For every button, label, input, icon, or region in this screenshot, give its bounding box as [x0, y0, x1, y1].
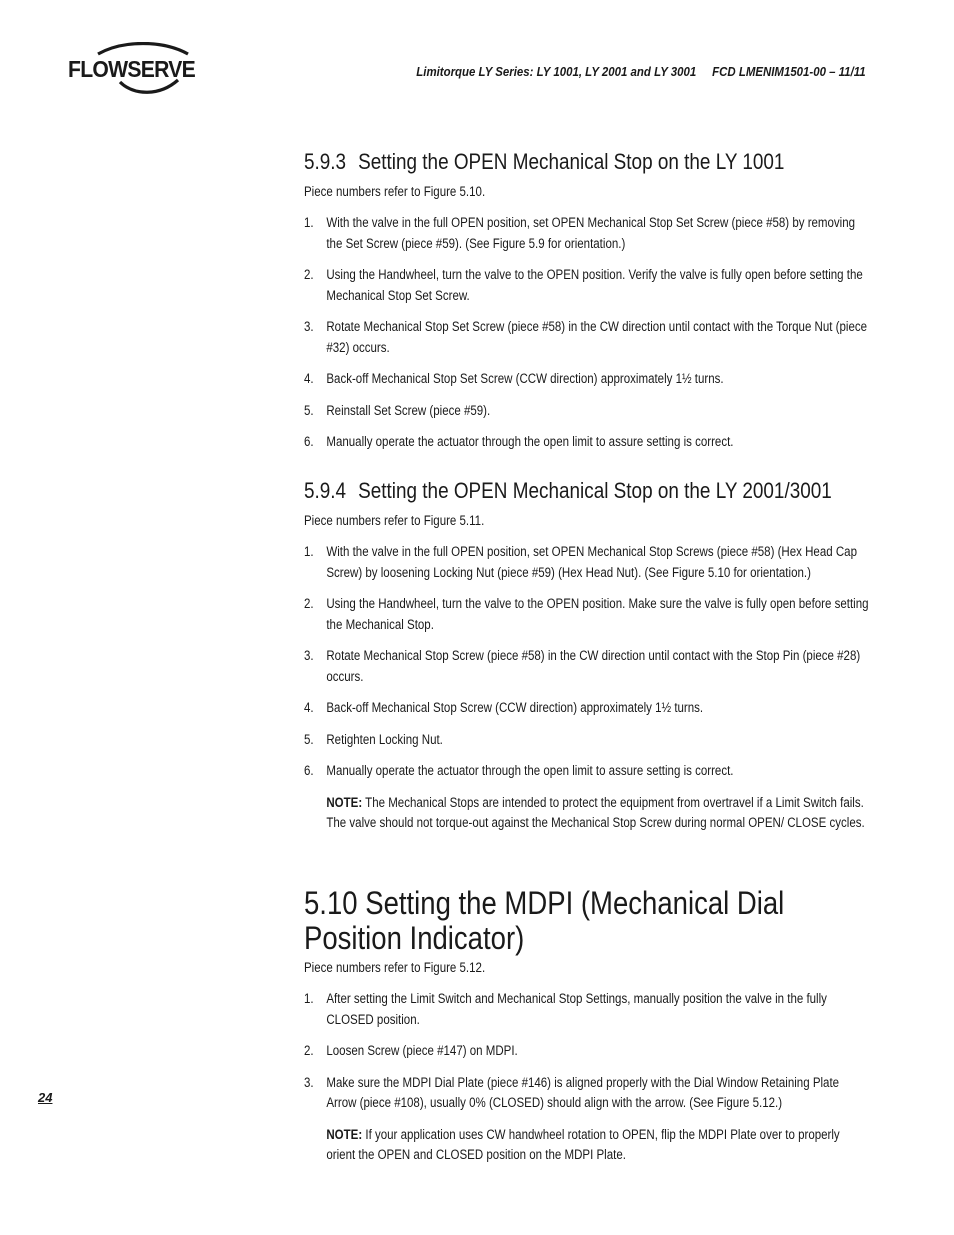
section-title: Setting the MDPI (Mechanical Dial Position Indicator) — [304, 885, 785, 956]
note-paragraph — [304, 1125, 870, 1166]
step-number: 4. — [304, 371, 314, 386]
list-item — [304, 1041, 870, 1062]
section-intro: Piece numbers refer to Figure 5.12. — [304, 960, 486, 975]
section-5-10 — [304, 886, 870, 1179]
document-header-title: Limitorque LY Series: LY 1001, LY 2001 and LY 3001 FCD LMENIM1501-00 – 11/11 — [416, 64, 866, 79]
step-text: Reinstall Set Screw (piece #59). — [326, 402, 491, 418]
list-item — [304, 730, 870, 751]
brand-name: FLOWSERVE — [68, 56, 196, 82]
step-number: 2. — [304, 1043, 314, 1058]
step-number: 3. — [304, 648, 314, 663]
section-intro: Piece numbers refer to Figure 5.11. — [304, 513, 485, 528]
section-5-9-4 — [304, 477, 870, 847]
section-heading — [304, 148, 870, 176]
list-item — [304, 369, 870, 390]
section-heading — [304, 886, 837, 956]
section-intro: Piece numbers refer to Figure 5.10. — [304, 184, 486, 199]
list-item — [304, 761, 870, 782]
section-heading — [304, 477, 870, 505]
list-item — [304, 542, 870, 583]
section-5-9-3 — [304, 148, 870, 453]
section-number: 5.10 — [304, 885, 358, 921]
step-number: 1. — [304, 215, 314, 230]
step-text: Manually operate the actuator through the open limit to assure setting is correct. — [326, 434, 734, 449]
list-item — [304, 594, 870, 635]
section-title: Setting the OPEN Mechanical Stop on the LY 2001/3001 — [358, 478, 832, 503]
note-paragraph — [304, 793, 870, 834]
step-number: 1. — [304, 991, 314, 1006]
note-text: The Mechanical Stops are intended to protect the equipment from overtravel if a Limit Switch fails. The valve should not torque-out against the Mechanical Stop Screw during normal OPEN/ CLOSE cycles. — [326, 794, 865, 830]
step-number: 5. — [304, 731, 314, 747]
step-number: 6. — [304, 434, 314, 449]
step-number: 1. — [304, 544, 314, 559]
step-text: Manually operate the actuator through the open limit to assure setting is correct. — [326, 763, 734, 778]
step-text: Rotate Mechanical Stop Set Screw (piece #58) in the CW direction until contact with the Torque Nut (piece #32) occurs. — [326, 319, 868, 355]
step-text: After setting the Limit Switch and Mechanical Stop Settings, manually position the valve in the fully CLOSED position. — [326, 991, 827, 1027]
step-number: 5. — [304, 402, 314, 418]
step-text: Loosen Screw (piece #147) on MDPI. — [326, 1043, 518, 1058]
list-item — [304, 698, 870, 719]
note-text: If your application uses CW handwheel rotation to OPEN, flip the MDPI Plate over to properly orient the OPEN and CLOSED position on the MDPI Plate. — [326, 1126, 840, 1162]
step-text: Using the Handwheel, turn the valve to the OPEN position. Make sure the valve is fully open before setting the Mechanical Stop. — [326, 596, 869, 632]
step-number: 6. — [304, 763, 314, 778]
step-list — [304, 989, 870, 1114]
section-number: 5.9.4 — [304, 478, 347, 503]
step-number: 2. — [304, 596, 314, 611]
note-label: NOTE: — [326, 1126, 363, 1142]
step-text: With the valve in the full OPEN position, set OPEN Mechanical Stop Screws (piece #58) (Hex Head Cap Screw) by loosening Locking Nut (piece #59) (Hex Head Nut). (See Figure 5.10 for orientation.) — [326, 544, 857, 580]
step-text: With the valve in the full OPEN position, set OPEN Mechanical Stop Set Screw (piece #58) by removing the Set Screw (piece #59). (See Figure 5.9 for orientation.) — [326, 215, 856, 251]
section-number: 5.9.3 — [304, 149, 347, 174]
step-number: 3. — [304, 319, 314, 334]
step-list — [304, 213, 870, 453]
step-text: Rotate Mechanical Stop Screw (piece #58) in the CW direction until contact with the Stop Pin (piece #28) occurs. — [326, 648, 861, 684]
list-item — [304, 646, 870, 687]
step-text: Retighten Locking Nut. — [326, 731, 443, 747]
list-item — [304, 265, 870, 306]
list-item — [304, 989, 870, 1030]
list-item — [304, 401, 870, 422]
page-number: 24 — [38, 1090, 53, 1105]
step-number: 4. — [304, 700, 314, 715]
step-text: Using the Handwheel, turn the valve to the OPEN position. Verify the valve is fully open before setting the Mechanical Stop Set Screw. — [326, 267, 863, 303]
step-number: 3. — [304, 1074, 314, 1090]
list-item — [304, 1073, 870, 1114]
note-label: NOTE: — [326, 794, 363, 810]
step-text: Make sure the MDPI Dial Plate (piece #146) is aligned properly with the Dial Window Retaining Plate Arrow (piece #108), usually 0% (CLOSED) should align with the arrow. (See Figure 5.12.) — [326, 1074, 840, 1110]
list-item — [304, 432, 870, 453]
flowserve-logo — [68, 42, 206, 96]
step-text: Back-off Mechanical Stop Screw (CCW direction) approximately 1½ turns. — [326, 700, 704, 715]
list-item — [304, 317, 870, 358]
step-number: 2. — [304, 267, 314, 282]
list-item — [304, 213, 870, 254]
section-title: Setting the OPEN Mechanical Stop on the LY 1001 — [358, 149, 785, 174]
step-list — [304, 542, 870, 782]
step-text: Back-off Mechanical Stop Set Screw (CCW direction) approximately 1½ turns. — [326, 371, 724, 386]
